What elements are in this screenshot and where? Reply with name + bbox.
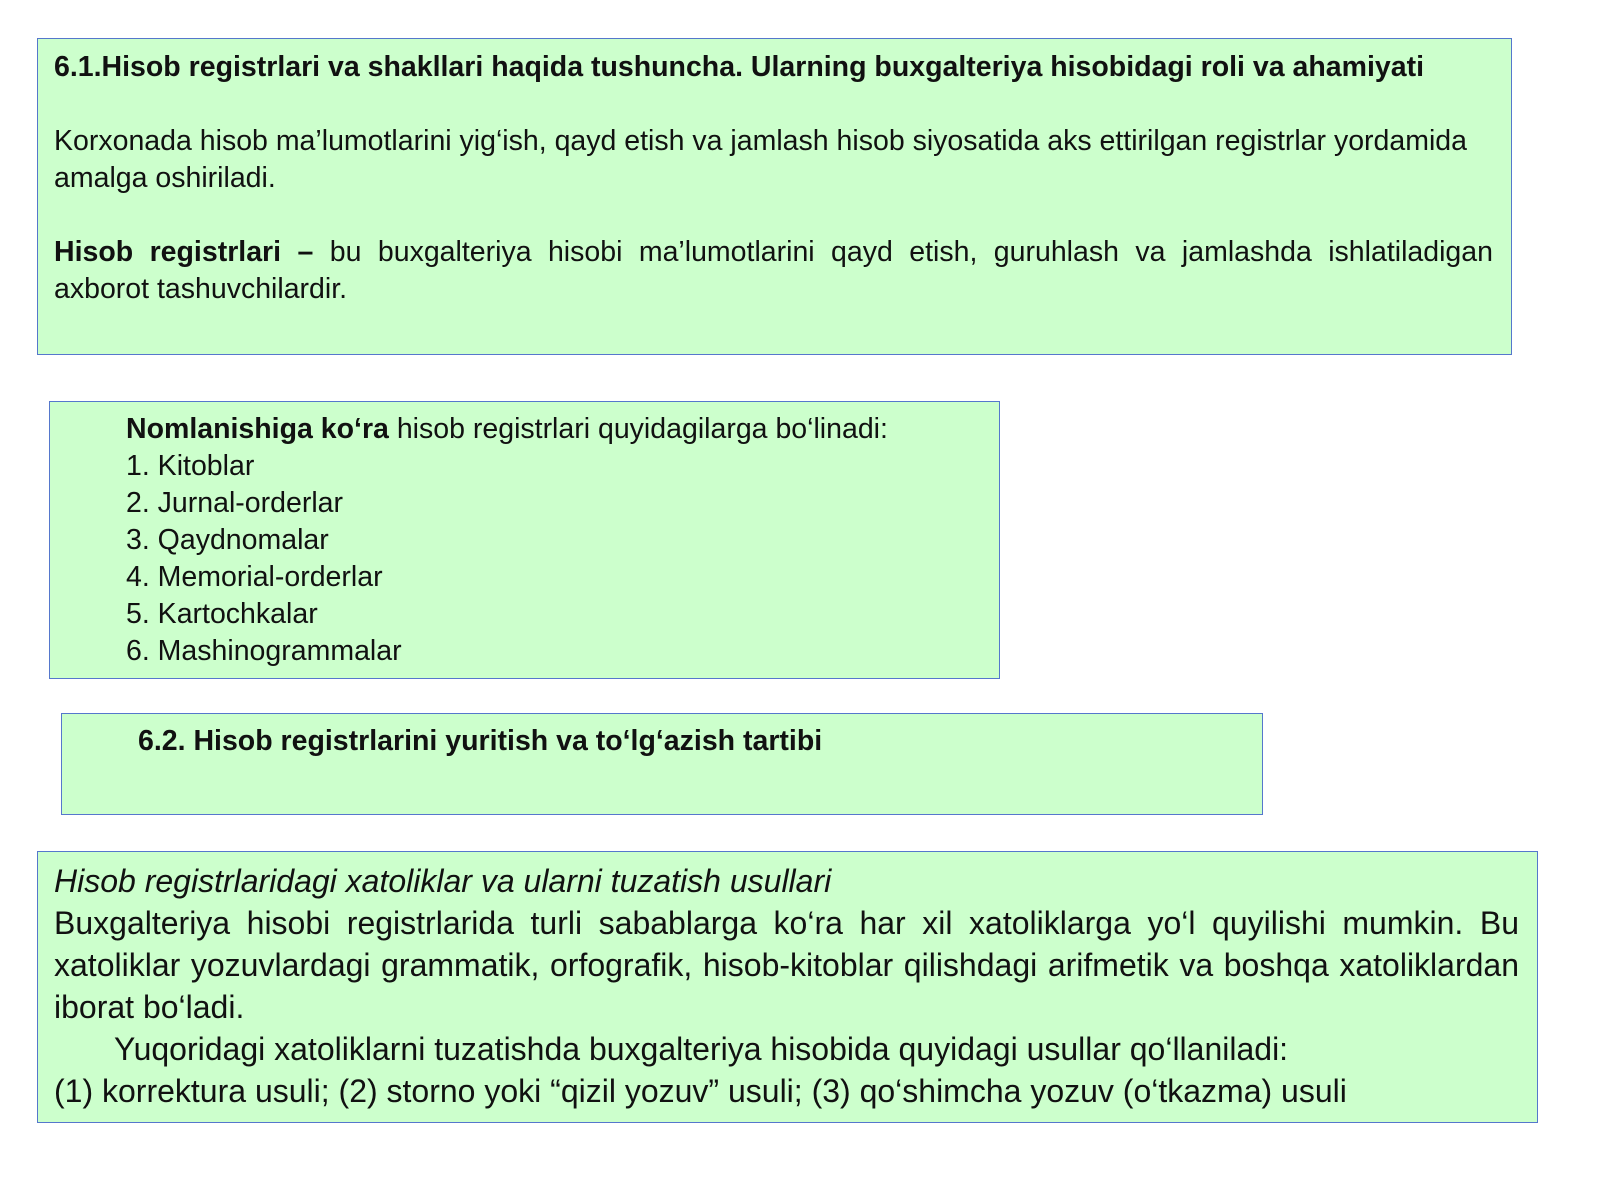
section-heading: 6.1.Hisob registrlari va shakllari haqida tushuncha. Ularning buxgalteriya hisobidagi roli va ahamiyati — [54, 51, 1424, 83]
methods-list-paragraph: (1) korrektura usuli; (2) storno yoki “qizil yozuv” usuli; (3) qo‘shimcha yozuv (o‘tkazma) usuli — [54, 1073, 1347, 1109]
section-registers-concept — [37, 38, 1512, 355]
definition-paragraph — [54, 234, 1493, 308]
errors-paragraph: Buxgalteriya hisobi registrlarida turli sabablarga ko‘ra har xil xatoliklarga yo‘l quyilishi mumkin. Bu xatoliklar yozuvlardagi grammatik, orfografik, hisob-kitoblar qilishdagi arifmetik va boshqa xatoliklardan iborat bo‘ladi. — [54, 905, 1519, 1025]
section-register-types — [49, 401, 1000, 679]
list-item: 5. Kartochkalar — [126, 598, 318, 630]
types-lead — [126, 411, 999, 448]
types-lead-bold: Nomlanishiga ko‘ra — [126, 413, 389, 445]
section-registers-procedure — [61, 713, 1263, 815]
list-item: 6. Mashinogrammalar — [126, 635, 402, 667]
definition-text: bu buxgalteriya hisobi ma’lumotlarini qayd etish, guruhlash va jamlashda ishlatiladigan axborot tashuvchilardir. — [54, 236, 1493, 305]
section-heading: 6.2. Hisob registrlarini yuritish va to‘lg‘azish tartibi — [138, 725, 823, 757]
register-types-list — [126, 448, 999, 670]
section-subtitle: Hisob registrlaridagi xatoliklar va ularni tuzatish usullari — [54, 863, 832, 899]
list-item: 1. Kitoblar — [126, 450, 255, 482]
list-item: 3. Qaydnomalar — [126, 524, 329, 556]
definition-term: Hisob registrlari – — [54, 236, 330, 268]
intro-paragraph: Korxonada hisob ma’lumotlarini yig‘ish, qayd etish va jamlash hisob siyosatida aks ettirilgan registrlar yordamida amalga oshiriladi. — [54, 125, 1468, 194]
list-item: 2. Jurnal-orderlar — [126, 487, 344, 519]
methods-intro-paragraph: Yuqoridagi xatoliklarni tuzatishda buxgalteriya hisobida quyidagi usullar qo‘llaniladi: — [114, 1031, 1289, 1067]
section-errors-correction — [37, 851, 1538, 1123]
types-lead-text: hisob registrlari quyidagilarga bo‘linadi: — [388, 413, 888, 445]
list-item: 4. Memorial-orderlar — [126, 561, 383, 593]
